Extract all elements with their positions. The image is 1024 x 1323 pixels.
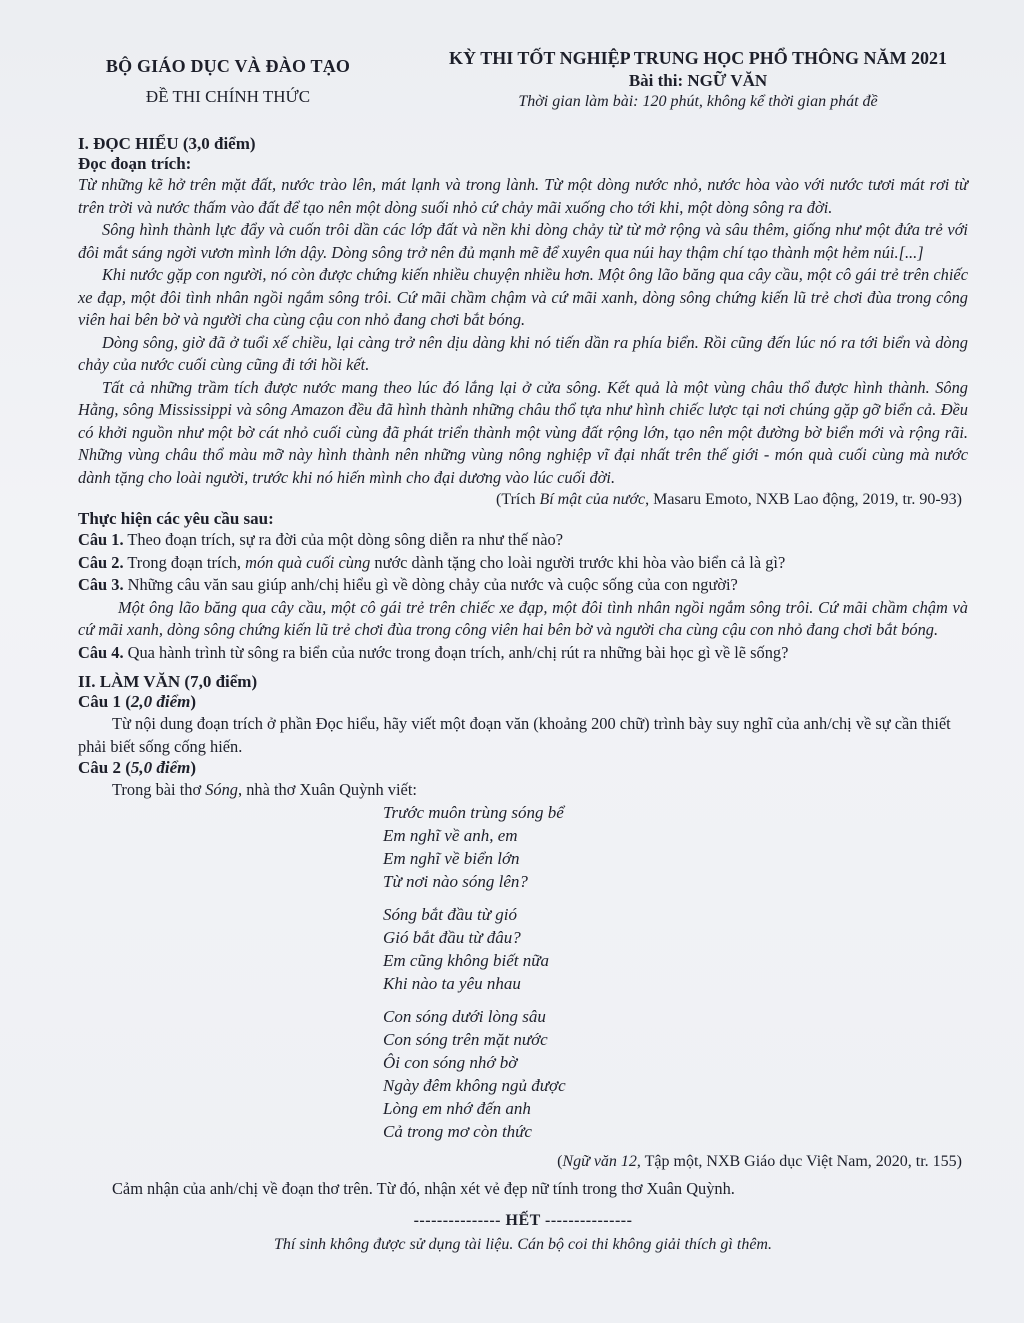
header-left <box>78 56 378 107</box>
writing-q2-task: Cảm nhận của anh/chị về đoạn thơ trên. Từ đó, nhận xét vẻ đẹp nữ tính trong thơ Xuân Quỳnh. <box>112 1179 735 1198</box>
question-4-label: Câu 4. <box>78 642 124 662</box>
question-2 <box>78 552 968 575</box>
poem-line: Cả trong mơ còn thức <box>383 1122 532 1141</box>
writing-q2-points: 5,0 điểm <box>130 758 191 777</box>
section-reading-heading: I. ĐỌC HIỂU (3,0 điểm) <box>78 134 256 153</box>
passage-paragraph-5: Tất cả những trầm tích được nước mang theo lúc đó lắng lại ở cửa sông. Kết quả là một vùng châu thổ được hình thành. Sông Hằng, sông Mississippi và sông Amazon đều đã hình thành những châu thổ tựa như hình chiếc lược tại nơi chúng gặp gỡ biển cả. Đều có khởi nguồn như một bờ cát nhỏ cuối cùng đã phát triển thành một vùng đất rộng lớn, tạo nên một đường bờ biển mới và rộng rãi. Những vùng châu thổ màu mỡ này hình thành nên những vùng nông nghiệp vĩ đại nhất trên thế giới - món quà cuối cùng mà nước dành tặng cho loài người, trước khi nó hiến mình cho đại dương vào lúc cuối đời. <box>78 377 968 487</box>
question-2-text-italic: món quà cuối cùng <box>245 552 371 572</box>
question-1-text: Theo đoạn trích, sự ra đời của một dòng sông diễn ra như thế nào? <box>123 530 563 549</box>
poem-source-rest: , Tập một, NXB Giáo dục Việt Nam, 2020, tr. 155) <box>636 1153 962 1170</box>
writing-q2-heading <box>78 758 968 778</box>
question-3 <box>78 574 968 597</box>
poem-line: Từ nơi nào sóng lên? <box>383 872 528 891</box>
exam-title: KỲ THI TỐT NGHIỆP TRUNG HỌC PHỔ THÔNG NĂM 2021 <box>449 48 947 68</box>
writing-q2-intro <box>78 778 968 801</box>
source-suffix: , Masaru Emoto, NXB Lao động, 2019, tr. 90-93) <box>645 491 962 508</box>
poem-source <box>78 1153 962 1171</box>
poem-line: Con sóng dưới lòng sâu <box>383 1007 546 1026</box>
ministry-name: BỘ GIÁO DỤC VÀ ĐÀO TẠO <box>105 56 351 76</box>
passage-paragraph-1: Từ những kẽ hở trên mặt đất, nước trào lên, mát lạnh và trong lành. Từ một dòng nước nhỏ, nước hòa vào với nước tươi mát rơi từ trên trời và nước thấm vào đất để tạo nên một dòng suối nhỏ cứ chảy mãi xuống cho tới khi, một dòng sông ra đời. <box>78 175 968 217</box>
poem-line: Ôi con sóng nhớ bờ <box>383 1053 518 1072</box>
poem-line: Trước muôn trùng sóng bể <box>383 803 564 822</box>
source-prefix: (Trích <box>496 491 540 508</box>
question-1 <box>78 529 968 552</box>
passage-paragraph-4: Dòng sông, giờ đã ở tuổi xế chiều, lại càng trở nên dịu dàng khi nó tiến dần ra phía biển. Rồi cũng đến lúc nó ra tới biển và dòng chảy của nước cuối cùng cũng đi tới hồi kết. <box>78 332 968 374</box>
question-2-label: Câu 2. <box>78 552 124 572</box>
poem-line: Khi nào ta yêu nhau <box>383 974 521 993</box>
exam-subject: Bài thi: NGỮ VĂN <box>628 71 768 90</box>
question-4 <box>78 642 968 665</box>
poem-line: Sóng bắt đầu từ gió <box>383 905 517 924</box>
question-4-text: Qua hành trình từ sông ra biển của nước trong đoạn trích, anh/chị rút ra những bài học gì về lẽ sống? <box>123 642 789 662</box>
poem-stanza <box>383 801 968 893</box>
question-3-label: Câu 3. <box>78 575 124 594</box>
exam-header <box>78 48 968 134</box>
header-right <box>428 48 968 111</box>
official-label: ĐỀ THI CHÍNH THỨC <box>145 87 311 106</box>
writing-q1-text: Từ nội dung đoạn trích ở phần Đọc hiểu, hãy viết một đoạn văn (khoảng 200 chữ) trình bày suy nghĩ của anh/chị về sự cần thiết phải biết sống cống hiến. <box>78 714 951 756</box>
passage-source <box>78 491 962 509</box>
writing-q2-intro-italic: Sóng <box>205 780 238 799</box>
poem-line: Ngày đêm không ngủ được <box>383 1076 566 1095</box>
writing-q1-points: 2,0 điểm <box>130 692 191 711</box>
question-3-text: Những câu văn sau giúp anh/chị hiểu gì về dòng chảy của nước và cuộc sống của con người? <box>123 575 738 594</box>
poem-line: Em nghĩ về biển lớn <box>383 849 520 868</box>
poem-source-open: ( <box>557 1153 563 1170</box>
writing-q2-intro-b: , nhà thơ Xuân Quỳnh viết: <box>238 780 417 799</box>
poem-stanza <box>383 903 968 995</box>
passage-paragraph-3: Khi nước gặp con người, nó còn được chứng kiến nhiều chuyện nhiều hơn. Một ông lão băng qua cây cầu, một cô gái trẻ trên chiếc xe đạp, một đôi tình nhân ngồi ngắm sông trôi. Cứ mãi chầm chậm và cứ mãi xanh, dòng sông chứng kiến lũ trẻ chơi đùa trong công viên hai bên bờ và người cha cùng cậu con nhỏ đang chơi bắt bóng. <box>78 265 968 329</box>
writing-q1-label: Câu 1 ( <box>78 692 131 711</box>
question-1-label: Câu 1. <box>78 530 124 549</box>
reading-intro: Đọc đoạn trích: <box>78 154 192 173</box>
end-marker: --------------- HẾT --------------- <box>413 1212 633 1229</box>
poem-line: Em cũng không biết nữa <box>383 951 550 970</box>
poem-line: Em nghĩ về anh, em <box>383 826 518 845</box>
poem-source-book: Ngữ văn 12 <box>562 1153 637 1170</box>
poem-line: Con sóng trên mặt nước <box>383 1030 548 1049</box>
question-2-text-a: Trong đoạn trích, <box>123 552 246 572</box>
question-2-text-b: nước dành tặng cho loài người trước khi hòa vào biển cả là gì? <box>370 552 786 572</box>
poem-stanza <box>383 1005 968 1143</box>
poem-line: Lòng em nhớ đến anh <box>383 1099 531 1118</box>
passage-paragraph-2: Sông hình thành lực đẩy và cuốn trôi dần các lớp đất và nền khi dòng chảy từ từ mở rộng và sâu thêm, giống như một đứa trẻ với đôi mắt sáng ngời vươn mình lớn dậy. Dòng sông trở nên đủ mạnh mẽ để xuyên qua núi hay thậm chí tạo thành một hẻm núi.[...] <box>78 220 968 262</box>
tasks-heading: Thực hiện các yêu cầu sau: <box>78 509 274 528</box>
section-writing-heading: II. LÀM VĂN (7,0 điểm) <box>78 672 258 691</box>
exam-time: Thời gian làm bài: 120 phút, không kể thời gian phát đề <box>518 93 878 110</box>
writing-q2-close: ) <box>190 758 197 777</box>
writing-q1-heading <box>78 692 968 712</box>
writing-q2-intro-a: Trong bài thơ <box>112 780 206 799</box>
question-3-quote: Một ông lão băng qua cây cầu, một cô gái trẻ trên chiếc xe đạp, một đôi tình nhân ngồi ngắm sông trôi. Cứ mãi chầm chậm và cứ mãi xanh, dòng sông chứng kiến lũ trẻ chơi đùa trong công viên hai bên bờ và người cha cùng cậu con nhỏ đang chơi bắt bóng. <box>78 597 968 639</box>
source-book: Bí mật của nước <box>539 491 646 508</box>
writing-q2-label: Câu 2 ( <box>78 758 131 777</box>
poem <box>383 801 968 1143</box>
footer-note: Thí sinh không được sử dụng tài liệu. Cán bộ coi thi không giải thích gì thêm. <box>274 1236 772 1253</box>
writing-q1-close: ) <box>190 692 197 711</box>
poem-line: Gió bắt đầu từ đâu? <box>383 928 521 947</box>
